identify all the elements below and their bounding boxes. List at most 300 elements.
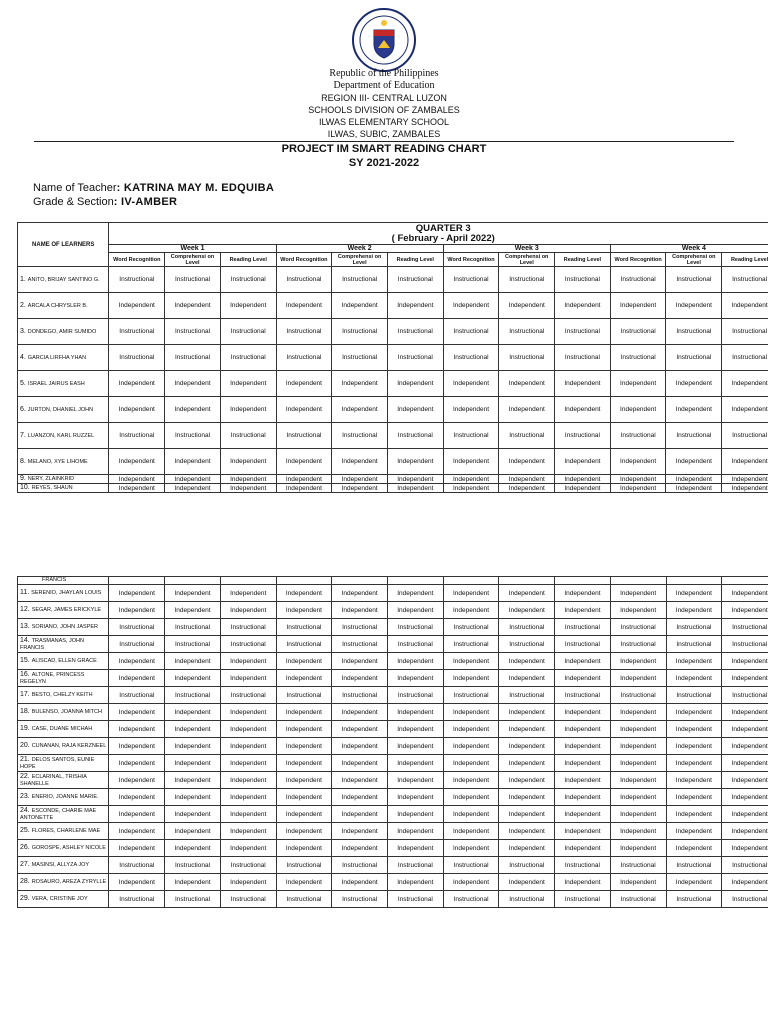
reading-level-cell: Instructional <box>220 345 276 371</box>
reading-level-cell: Independent <box>332 789 388 806</box>
reading-level-cell: Independent <box>499 772 555 789</box>
header-department: Department of Education <box>333 80 435 91</box>
reading-level-cell: Independent <box>499 371 555 397</box>
learner-number: 15. <box>20 657 32 664</box>
learner-name-cell <box>18 585 109 602</box>
reading-level-cell: Independent <box>722 755 768 772</box>
reading-level-cell: Instructional <box>443 319 499 345</box>
reading-level-cell: Independent <box>443 653 499 670</box>
reading-level-cell: Instructional <box>499 423 555 449</box>
reading-level-cell: Instructional <box>165 687 221 704</box>
learner-name-cell <box>18 319 109 345</box>
learner-name-cell <box>18 721 109 738</box>
reading-level-cell: Instructional <box>332 423 388 449</box>
subheader-cell: Reading Level <box>220 253 276 267</box>
reading-level-cell: Independent <box>443 840 499 857</box>
reading-level-cell: Instructional <box>220 319 276 345</box>
reading-level-cell: Instructional <box>276 345 332 371</box>
learner-row <box>18 423 768 449</box>
learner-row <box>18 738 768 755</box>
reading-level-cell: Independent <box>220 670 276 687</box>
reading-level-cell: Independent <box>165 670 221 687</box>
reading-level-cell: Independent <box>555 670 611 687</box>
reading-level-cell: Independent <box>443 806 499 823</box>
reading-level-cell: Independent <box>722 484 768 493</box>
reading-level-cell: Independent <box>276 772 332 789</box>
learner-name-cell <box>18 704 109 721</box>
reading-level-cell: Instructional <box>610 891 666 908</box>
reading-level-cell: Independent <box>276 670 332 687</box>
reading-level-cell: Independent <box>555 789 611 806</box>
reading-level-cell: Independent <box>220 738 276 755</box>
reading-level-cell: Instructional <box>109 636 165 653</box>
reading-level-cell: Independent <box>165 371 221 397</box>
reading-level-cell: Independent <box>165 653 221 670</box>
reading-level-cell: Instructional <box>109 857 165 874</box>
reading-level-cell: Independent <box>555 653 611 670</box>
learner-name: BULENSO, JOANNA MITCH <box>31 709 102 715</box>
reading-level-cell: Instructional <box>443 891 499 908</box>
reading-level-cell: Instructional <box>387 619 443 636</box>
learner-row <box>18 789 768 806</box>
reading-level-cell: Independent <box>722 823 768 840</box>
subheader-cell: Comprehensi on Level <box>165 253 221 267</box>
reading-level-cell: Independent <box>666 721 722 738</box>
reading-chart-table-page2 <box>17 576 768 908</box>
reading-level-cell: Instructional <box>555 619 611 636</box>
learner-name: CUNANAN, RAJA KERZNEEL <box>31 743 107 749</box>
learner-row <box>18 823 768 840</box>
teacher-line <box>33 182 274 194</box>
reading-level-cell: Independent <box>499 721 555 738</box>
reading-level-cell: Instructional <box>387 345 443 371</box>
reading-level-cell: Independent <box>332 823 388 840</box>
reading-level-cell: Independent <box>443 823 499 840</box>
reading-level-cell: Independent <box>109 585 165 602</box>
learner-number: 20. <box>20 742 32 749</box>
reading-level-cell: Independent <box>610 874 666 891</box>
reading-level-cell: Independent <box>443 371 499 397</box>
reading-level-cell: Instructional <box>666 319 722 345</box>
reading-level-cell: Instructional <box>109 267 165 293</box>
reading-level-cell: Independent <box>220 484 276 493</box>
learner-row <box>18 874 768 891</box>
reading-level-cell: Independent <box>109 738 165 755</box>
learner-name-cell <box>18 267 109 293</box>
reading-level-cell: Instructional <box>499 267 555 293</box>
reading-level-cell: Independent <box>555 772 611 789</box>
reading-level-cell: Independent <box>666 371 722 397</box>
learner-number: 14. <box>20 636 32 644</box>
reading-level-cell: Instructional <box>276 267 332 293</box>
reading-level-cell: Instructional <box>332 687 388 704</box>
reading-level-cell: Independent <box>109 806 165 823</box>
reading-level-cell: Instructional <box>610 319 666 345</box>
learner-row <box>18 345 768 371</box>
learner-row <box>18 475 768 484</box>
reading-level-cell: Instructional <box>722 319 768 345</box>
learner-row <box>18 585 768 602</box>
reading-level-cell: Instructional <box>555 636 611 653</box>
reading-level-cell: Instructional <box>165 636 221 653</box>
reading-level-cell: Independent <box>165 755 221 772</box>
reading-level-cell: Independent <box>387 738 443 755</box>
continued-name: FRANCIS <box>18 577 109 585</box>
learner-number: 13. <box>20 623 32 630</box>
continuation-row <box>18 577 768 585</box>
reading-level-cell: Instructional <box>109 619 165 636</box>
reading-level-cell: Independent <box>165 293 221 319</box>
learner-name: ISRAEL JAIRUS EASH <box>27 380 85 387</box>
reading-level-cell: Instructional <box>276 857 332 874</box>
reading-level-cell: Independent <box>610 397 666 423</box>
empty-cell <box>722 577 768 585</box>
reading-level-cell: Instructional <box>499 319 555 345</box>
empty-cell <box>276 577 332 585</box>
reading-level-cell: Independent <box>555 293 611 319</box>
reading-level-cell: Independent <box>722 602 768 619</box>
subheader-cell: Reading Level <box>555 253 611 267</box>
reading-level-cell: Independent <box>443 397 499 423</box>
empty-cell <box>443 577 499 585</box>
learner-name-cell <box>18 789 109 806</box>
reading-level-cell: Independent <box>499 653 555 670</box>
reading-level-cell: Independent <box>220 806 276 823</box>
week-header: Week 2 <box>276 245 443 253</box>
reading-level-cell: Independent <box>332 738 388 755</box>
reading-level-cell: Independent <box>276 484 332 493</box>
section-line <box>33 196 177 208</box>
reading-level-cell: Instructional <box>276 423 332 449</box>
reading-level-cell: Independent <box>610 789 666 806</box>
reading-level-cell: Instructional <box>109 345 165 371</box>
reading-level-cell: Instructional <box>555 345 611 371</box>
reading-level-cell: Independent <box>499 670 555 687</box>
learner-row <box>18 319 768 345</box>
reading-level-cell: Instructional <box>666 345 722 371</box>
reading-level-cell: Independent <box>610 670 666 687</box>
reading-level-cell: Independent <box>555 823 611 840</box>
reading-level-cell: Independent <box>666 475 722 484</box>
reading-level-cell: Independent <box>387 449 443 475</box>
reading-level-cell: Instructional <box>276 636 332 653</box>
learner-name-cell <box>18 806 109 823</box>
learner-number: 17. <box>20 691 32 698</box>
reading-level-cell: Independent <box>220 755 276 772</box>
reading-level-cell: Independent <box>332 755 388 772</box>
reading-level-cell: Independent <box>332 721 388 738</box>
reading-level-cell: Independent <box>722 772 768 789</box>
reading-level-cell: Independent <box>499 293 555 319</box>
learner-name-cell <box>18 345 109 371</box>
reading-level-cell: Instructional <box>387 423 443 449</box>
reading-level-cell: Independent <box>220 840 276 857</box>
learner-row <box>18 755 768 772</box>
reading-level-cell: Instructional <box>666 687 722 704</box>
learner-name: CASE, DUANE MICHAH <box>31 726 93 732</box>
subheader-cell: Word Recognition <box>109 253 165 267</box>
learner-name: SORIANO, JOHN JASPER <box>31 624 99 630</box>
reading-level-cell: Instructional <box>610 857 666 874</box>
reading-level-cell: Independent <box>109 371 165 397</box>
reading-level-cell: Independent <box>666 755 722 772</box>
reading-level-cell: Instructional <box>220 619 276 636</box>
reading-level-cell: Independent <box>220 475 276 484</box>
learner-name: VERA, CRISTINE JOY <box>31 896 88 902</box>
reading-level-cell: Independent <box>610 449 666 475</box>
reading-level-cell: Independent <box>443 670 499 687</box>
reading-level-cell: Independent <box>666 874 722 891</box>
reading-level-cell: Instructional <box>499 619 555 636</box>
reading-level-cell: Independent <box>443 585 499 602</box>
reading-level-cell: Independent <box>276 585 332 602</box>
reading-level-cell: Independent <box>109 653 165 670</box>
reading-level-cell: Instructional <box>276 619 332 636</box>
reading-level-cell: Independent <box>666 397 722 423</box>
reading-level-cell: Independent <box>443 704 499 721</box>
reading-level-cell: Independent <box>555 806 611 823</box>
subheader-cell: Reading Level <box>387 253 443 267</box>
reading-level-cell: Independent <box>499 484 555 493</box>
learner-row <box>18 602 768 619</box>
reading-level-cell: Independent <box>555 704 611 721</box>
reading-level-cell: Independent <box>332 840 388 857</box>
reading-level-cell: Instructional <box>332 891 388 908</box>
learner-name-cell <box>18 755 109 772</box>
reading-level-cell: Independent <box>666 602 722 619</box>
reading-level-cell: Instructional <box>109 891 165 908</box>
quarter-label: QUARTER 3 <box>415 222 471 234</box>
reading-level-cell: Instructional <box>332 345 388 371</box>
reading-level-cell: Independent <box>722 371 768 397</box>
section-label: Grade & Section <box>33 196 114 208</box>
reading-level-cell: Instructional <box>387 857 443 874</box>
learner-number: 8. <box>20 457 28 465</box>
reading-level-cell: Independent <box>165 738 221 755</box>
learner-number: 24. <box>20 806 32 814</box>
reading-level-cell: Instructional <box>387 319 443 345</box>
reading-level-cell: Independent <box>109 823 165 840</box>
reading-level-cell: Instructional <box>610 636 666 653</box>
reading-level-cell: Independent <box>387 755 443 772</box>
reading-level-cell: Instructional <box>666 267 722 293</box>
learner-name: MASINSI, ALLYZA JOY <box>31 862 90 868</box>
reading-level-cell: Independent <box>387 371 443 397</box>
empty-cell <box>387 577 443 585</box>
learner-name: DELOS SANTOS, EUNIE HOPE <box>20 756 95 770</box>
reading-level-cell: Instructional <box>443 345 499 371</box>
reading-level-cell: Independent <box>165 721 221 738</box>
reading-level-cell: Instructional <box>109 687 165 704</box>
reading-level-cell: Independent <box>610 755 666 772</box>
learner-number: 1. <box>20 275 28 283</box>
learner-name-cell <box>18 371 109 397</box>
reading-level-cell: Independent <box>722 397 768 423</box>
reading-level-cell: Instructional <box>387 687 443 704</box>
reading-level-cell: Instructional <box>276 319 332 345</box>
name-of-learners-header: NAME OF LEARNERS <box>18 223 109 267</box>
reading-level-cell: Independent <box>722 670 768 687</box>
reading-level-cell: Independent <box>220 721 276 738</box>
learner-number: 6. <box>20 405 28 413</box>
reading-level-cell: Independent <box>165 874 221 891</box>
learner-name-cell <box>18 687 109 704</box>
reading-level-cell: Instructional <box>276 891 332 908</box>
reading-level-cell: Instructional <box>220 687 276 704</box>
empty-cell <box>165 577 221 585</box>
reading-level-cell: Independent <box>666 670 722 687</box>
reading-level-cell: Instructional <box>555 319 611 345</box>
reading-level-cell: Independent <box>666 789 722 806</box>
reading-level-cell: Instructional <box>555 857 611 874</box>
subheader-cell: Word Recognition <box>443 253 499 267</box>
reading-level-cell: Instructional <box>220 891 276 908</box>
reading-level-cell: Instructional <box>666 423 722 449</box>
learner-number: 2. <box>20 301 28 309</box>
learner-number: 27. <box>20 861 32 868</box>
reading-level-cell: Independent <box>165 772 221 789</box>
reading-level-cell: Independent <box>443 755 499 772</box>
reading-level-cell: Independent <box>109 874 165 891</box>
reading-level-cell: Independent <box>276 874 332 891</box>
reading-level-cell: Independent <box>610 371 666 397</box>
reading-level-cell: Independent <box>387 806 443 823</box>
teacher-label: Name of Teacher <box>33 182 117 194</box>
reading-level-cell: Instructional <box>499 345 555 371</box>
reading-level-cell: Independent <box>332 449 388 475</box>
reading-level-cell: Independent <box>722 585 768 602</box>
learner-row <box>18 704 768 721</box>
reading-level-cell: Independent <box>332 653 388 670</box>
learner-number: 19. <box>20 725 32 732</box>
reading-level-cell: Independent <box>109 840 165 857</box>
learner-name-cell <box>18 423 109 449</box>
learner-number: 12. <box>20 606 32 613</box>
reading-level-cell: Independent <box>443 475 499 484</box>
reading-level-cell: Independent <box>610 806 666 823</box>
reading-level-cell: Independent <box>276 449 332 475</box>
reading-level-cell: Independent <box>499 602 555 619</box>
learner-row <box>18 687 768 704</box>
reading-level-cell: Instructional <box>499 687 555 704</box>
reading-level-cell: Independent <box>499 823 555 840</box>
document-title: PROJECT IM SMART READING CHART <box>281 143 487 155</box>
learner-row <box>18 293 768 319</box>
reading-level-cell: Independent <box>387 475 443 484</box>
learner-row <box>18 840 768 857</box>
reading-level-cell: Independent <box>276 840 332 857</box>
learner-name: ENERIO, JOANNE MARIE. <box>31 794 99 800</box>
reading-level-cell: Independent <box>555 874 611 891</box>
reading-level-cell: Independent <box>722 789 768 806</box>
reading-level-cell: Instructional <box>666 636 722 653</box>
reading-level-cell: Instructional <box>332 636 388 653</box>
reading-level-cell: Independent <box>109 704 165 721</box>
reading-level-cell: Instructional <box>499 891 555 908</box>
learner-number: 21. <box>20 755 32 763</box>
reading-level-cell: Independent <box>555 475 611 484</box>
week-header: Week 4 <box>610 245 768 253</box>
reading-level-cell: Independent <box>722 840 768 857</box>
reading-level-cell: Independent <box>610 484 666 493</box>
reading-level-cell: Independent <box>387 653 443 670</box>
reading-level-cell: Independent <box>109 484 165 493</box>
reading-level-cell: Instructional <box>666 891 722 908</box>
reading-level-cell: Independent <box>165 806 221 823</box>
week-header: Week 1 <box>109 245 276 253</box>
reading-level-cell: Instructional <box>610 687 666 704</box>
reading-level-cell: Instructional <box>666 619 722 636</box>
subheader-cell: Comprehensi on Level <box>666 253 722 267</box>
reading-level-cell: Independent <box>387 602 443 619</box>
reading-level-cell: Independent <box>499 789 555 806</box>
reading-chart-table-page1 <box>17 222 768 493</box>
reading-level-cell: Independent <box>332 670 388 687</box>
reading-level-cell: Independent <box>610 704 666 721</box>
school-year: SY 2021-2022 <box>348 157 420 169</box>
reading-level-cell: Instructional <box>443 857 499 874</box>
learner-number: 11. <box>20 589 32 596</box>
deped-seal-logo <box>352 8 416 72</box>
empty-cell <box>555 577 611 585</box>
reading-level-cell: Instructional <box>555 891 611 908</box>
reading-level-cell: Independent <box>666 449 722 475</box>
reading-level-cell: Independent <box>555 397 611 423</box>
reading-level-cell: Independent <box>165 704 221 721</box>
reading-level-cell: Instructional <box>443 636 499 653</box>
reading-level-cell: Independent <box>387 772 443 789</box>
empty-cell <box>109 577 165 585</box>
reading-level-cell: Independent <box>165 585 221 602</box>
header-address: ILWAS, SUBIC, ZAMBALES <box>327 129 441 139</box>
learner-name-cell <box>18 619 109 636</box>
learner-name: LUANZON, KARL RUZZEL <box>27 432 95 439</box>
reading-level-cell: Independent <box>387 484 443 493</box>
header-region: REGION III- CENTRAL LUZON <box>321 93 447 103</box>
reading-level-cell: Instructional <box>722 857 768 874</box>
reading-level-cell: Independent <box>220 371 276 397</box>
reading-level-cell: Independent <box>165 397 221 423</box>
learner-number: 18. <box>20 708 32 715</box>
learner-row <box>18 484 768 493</box>
learner-row <box>18 636 768 653</box>
reading-level-cell: Instructional <box>165 267 221 293</box>
reading-level-cell: Instructional <box>165 319 221 345</box>
reading-level-cell: Instructional <box>610 267 666 293</box>
learner-number: 23. <box>20 793 32 800</box>
learner-name: NERY, ZLAINKRID <box>27 476 75 482</box>
empty-cell <box>666 577 722 585</box>
reading-level-cell: Independent <box>109 475 165 484</box>
reading-level-cell: Independent <box>220 585 276 602</box>
reading-level-cell: Independent <box>499 704 555 721</box>
reading-level-cell: Independent <box>666 293 722 319</box>
reading-level-cell: Independent <box>722 475 768 484</box>
reading-level-cell: Independent <box>220 293 276 319</box>
reading-level-cell: Independent <box>276 721 332 738</box>
reading-level-cell: Instructional <box>499 857 555 874</box>
learner-name: ALTONE, PRINCESS REGELYN <box>20 671 85 685</box>
reading-level-cell: Independent <box>165 602 221 619</box>
reading-level-cell: Independent <box>555 585 611 602</box>
learner-name-cell <box>18 449 109 475</box>
learner-row <box>18 891 768 908</box>
reading-level-cell: Independent <box>499 475 555 484</box>
reading-level-cell: Independent <box>722 874 768 891</box>
reading-level-cell: Independent <box>666 806 722 823</box>
reading-level-cell: Independent <box>443 772 499 789</box>
empty-cell <box>220 577 276 585</box>
